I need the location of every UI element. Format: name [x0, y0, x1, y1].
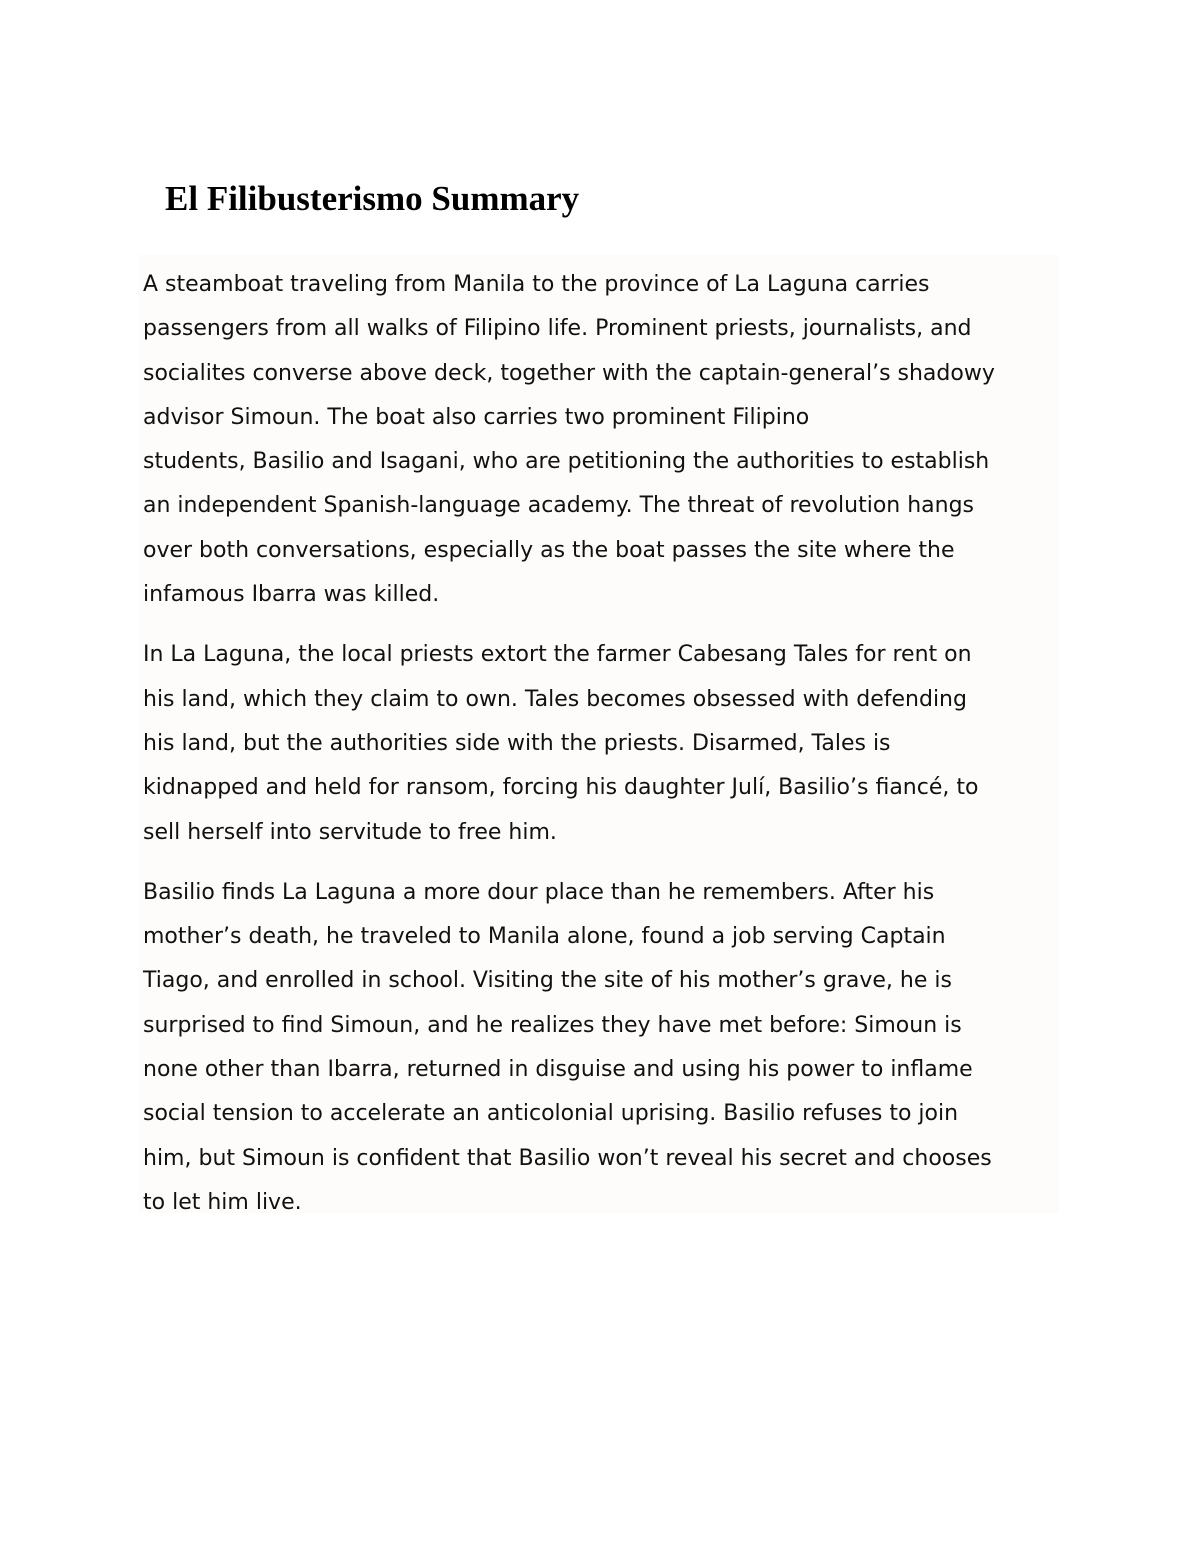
paragraph-line: infamous Ibarra was killed. [143, 582, 440, 608]
paragraph-line: advisor Simoun. The boat also carries two prominent Filipino [143, 404, 810, 430]
paragraph-line: students, Basilio and Isagani, who are petitioning the authorities to establish [143, 449, 990, 475]
paragraph-line: sell herself into servitude to free him. [143, 819, 557, 845]
paragraph-line: his land, but the authorities side with the priests. Disarmed, Tales is [143, 730, 891, 756]
paragraph-line: Tiago, and enrolled in school. Visiting the site of his mother’s grave, he is [143, 968, 952, 994]
document-title: El Filibusterismo Summary [165, 179, 580, 218]
paragraph-line: mother’s death, he traveled to Manila alone, found a job serving Captain [143, 924, 946, 950]
paragraph-1 [143, 263, 1059, 617]
paragraph-line: social tension to accelerate an anticolonial uprising. Basilio refuses to join [143, 1101, 959, 1127]
paragraph-line: socialites converse above deck, together with the captain-general’s shadowy [143, 360, 995, 386]
paragraph-3 [143, 871, 1059, 1225]
paragraph-line: passengers from all walks of Filipino life. Prominent priests, journalists, and [143, 316, 972, 342]
paragraph-line: to let him live. [143, 1189, 302, 1215]
summary-body [138, 255, 1059, 1213]
paragraph-line: him, but Simoun is confident that Basilio won’t reveal his secret and chooses [143, 1145, 992, 1171]
paragraph-2 [143, 633, 1059, 854]
paragraph-line: over both conversations, especially as the boat passes the site where the [143, 537, 955, 563]
paragraph-line: an independent Spanish-language academy. The threat of revolution hangs [143, 493, 975, 519]
paragraph-line: Basilio finds La Laguna a more dour place than he remembers. After his [143, 879, 935, 905]
paragraph-line: A steamboat traveling from Manila to the province of La Laguna carries [143, 272, 930, 297]
paragraph-line: none other than Ibarra, returned in disguise and using his power to inflame [143, 1057, 973, 1083]
paragraph-line: surprised to find Simoun, and he realizes they have met before: Simoun is [143, 1012, 962, 1038]
paragraph-line: his land, which they claim to own. Tales becomes obsessed with defending [143, 686, 967, 712]
paragraph-line: kidnapped and held for ransom, forcing his daughter Julí, Basilio’s fiancé, to [143, 775, 979, 801]
paragraph-line: In La Laguna, the local priests extort the farmer Cabesang Tales for rent on [143, 642, 972, 668]
